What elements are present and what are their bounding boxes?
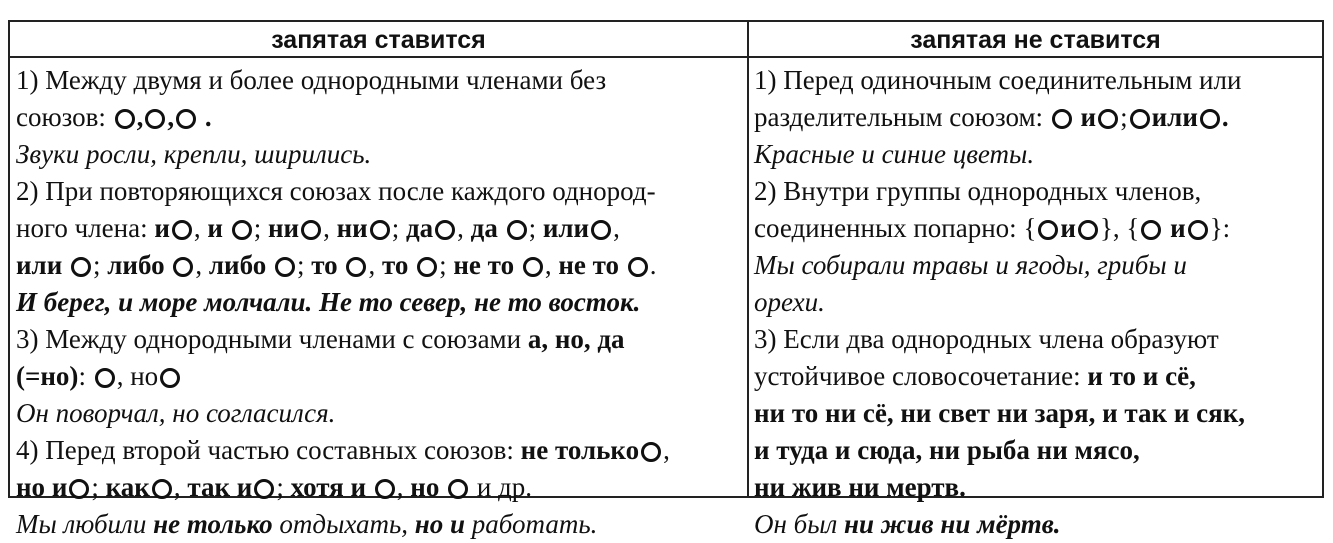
circle-icon <box>417 257 437 277</box>
circle-icon <box>628 257 648 277</box>
circle-icon <box>346 257 366 277</box>
left-rule-3-example: Он поворчал, но согласился. <box>16 398 336 428</box>
circle-icon <box>301 220 321 240</box>
right-rule-1-line-2: разделительным союзом: и ; или . <box>754 102 1229 132</box>
circle-icon <box>507 220 527 240</box>
circle-icon <box>71 257 91 277</box>
left-rule-2-line-1: 2) При повторяющихся союзах после каждого однород- <box>16 176 656 206</box>
left-rule-1-line-1: 1) Между двумя и более однородными членами без <box>16 65 607 95</box>
circle-icon <box>275 257 295 277</box>
bold-term: но и <box>414 509 466 539</box>
circle-icon <box>172 220 192 240</box>
circle-icon <box>69 479 89 499</box>
circle-icon <box>1130 109 1150 129</box>
bold-term: но <box>410 472 440 502</box>
left-rule-1-line-2: союзов: , , . <box>16 102 212 132</box>
bold-term: не то <box>558 250 620 280</box>
circle-icon <box>232 220 252 240</box>
bold-term: и то и сё, <box>1087 361 1196 391</box>
circle-icon <box>591 220 611 240</box>
circle-icon <box>95 368 115 388</box>
bold-term: ни <box>267 213 300 243</box>
bold-term: то <box>381 250 409 280</box>
bold-term: хотя и <box>290 472 367 502</box>
bold-term: ни <box>336 213 368 243</box>
bold-term: а, но, да <box>527 324 625 354</box>
bold-term: и <box>1060 213 1076 243</box>
bold-term: Не то север, не то восток. <box>319 287 641 317</box>
left-rule-4-line-1: 4) Перед второй частью составных союзов: не только , <box>16 435 670 465</box>
bold-term: и <box>1170 213 1186 243</box>
circle-icon <box>1098 109 1118 129</box>
circle-icon <box>370 220 390 240</box>
bold-term: не только <box>520 435 640 465</box>
bold-term: то <box>311 250 338 280</box>
bold-term: и <box>207 213 223 243</box>
header-comma-placed: запятая ставится <box>271 26 486 54</box>
circle-icon <box>145 109 165 129</box>
left-rule-1-example: Звуки росли, крепли, ширились. <box>16 139 372 169</box>
bold-term: или <box>542 213 590 243</box>
circle-icon <box>1038 220 1058 240</box>
right-rule-1-line-1: 1) Перед одиночным соединительным или <box>754 65 1242 95</box>
bold-term: не только <box>153 509 273 539</box>
left-rule-4-example: Мы любили не только отдыхать, но и работать. <box>16 509 598 539</box>
right-rule-3-line-2: устойчивое словосочетание: и то и сё, <box>754 361 1196 391</box>
right-rule-2-line-1: 2) Внутри группы однородных членов, <box>754 176 1202 206</box>
right-rule-1-example: Красные и синие цветы. <box>754 139 1035 169</box>
bold-term: И берег, и море молчали. <box>16 287 313 317</box>
circle-icon <box>1141 220 1161 240</box>
circle-icon <box>448 479 468 499</box>
bold-term: да <box>470 213 498 243</box>
bold-term: либо <box>107 250 165 280</box>
right-rule-3-line-4 <box>754 432 1320 469</box>
circle-icon <box>1078 220 1098 240</box>
circle-icon <box>1052 109 1072 129</box>
circle-icon <box>115 109 135 129</box>
bold-term: не то <box>453 250 515 280</box>
left-rule-2-line-3: или ; либо , либо ; то , то ; не то , не то . <box>16 250 657 280</box>
left-rule-2-line-2: ного члена: и , и ; ни , ни ; да , да ; или , <box>16 213 620 243</box>
circle-icon <box>173 257 193 277</box>
circle-icon <box>375 479 395 499</box>
circle-icon <box>641 442 661 462</box>
column-divider <box>747 22 749 496</box>
circle-icon <box>435 220 455 240</box>
bold-term: или <box>16 250 63 280</box>
bold-term: и туда и сюда, ни рыба ни мясо, <box>754 435 1140 465</box>
right-rule-2-line-2: соединенных попарно: { и }, { и }: <box>754 213 1231 243</box>
header-divider <box>10 56 1322 58</box>
right-rule-3-line-3 <box>754 395 1320 432</box>
bold-term: либо <box>208 250 267 280</box>
bold-term: или <box>1151 102 1198 132</box>
rules-table <box>8 20 1324 539</box>
right-rule-2-example-line-1: Мы собирали травы и ягоды, грибы и <box>754 250 1187 280</box>
bold-term: и <box>154 213 170 243</box>
bold-term: ни жив ни мёртв. <box>844 509 1061 539</box>
circle-icon <box>254 479 274 499</box>
header-comma-not-placed: запятая не ставится <box>910 26 1161 54</box>
bold-term: да <box>405 213 434 243</box>
left-column <box>16 62 736 543</box>
right-rule-3-line-1: 3) Если два однородных члена образуют <box>754 324 1219 354</box>
bold-term: и <box>1080 102 1097 132</box>
bold-term: ни жив ни мертв. <box>754 472 966 502</box>
circle-icon <box>1188 220 1208 240</box>
bold-term: и <box>51 472 68 502</box>
left-rule-2-example <box>16 284 736 321</box>
bold-term: как <box>105 472 150 502</box>
circle-icon <box>160 368 180 388</box>
circle-icon <box>152 479 172 499</box>
right-rule-3-line-5 <box>754 469 1320 506</box>
right-rule-2-example-line-2: орехи. <box>754 287 825 317</box>
bold-term: ни то ни сё, ни свет ни заря, и так и сяк, <box>754 398 1246 428</box>
right-rule-3-example: Он был ни жив ни мёртв. <box>754 509 1061 539</box>
bold-term: но <box>16 472 46 502</box>
left-rule-3-line-2: (=но): , но <box>16 358 736 395</box>
bold-term: так и <box>187 472 253 502</box>
left-rule-3-line-1: 3) Между однородными членами с союзами а, но, да <box>16 324 625 354</box>
bold-term: (=но) <box>16 361 79 391</box>
circle-icon <box>176 109 196 129</box>
right-column <box>754 62 1320 543</box>
left-rule-4-line-2: но и ; как , так и ; хотя и , но и др. <box>16 472 533 502</box>
circle-icon <box>523 257 543 277</box>
circle-icon <box>1200 109 1220 129</box>
